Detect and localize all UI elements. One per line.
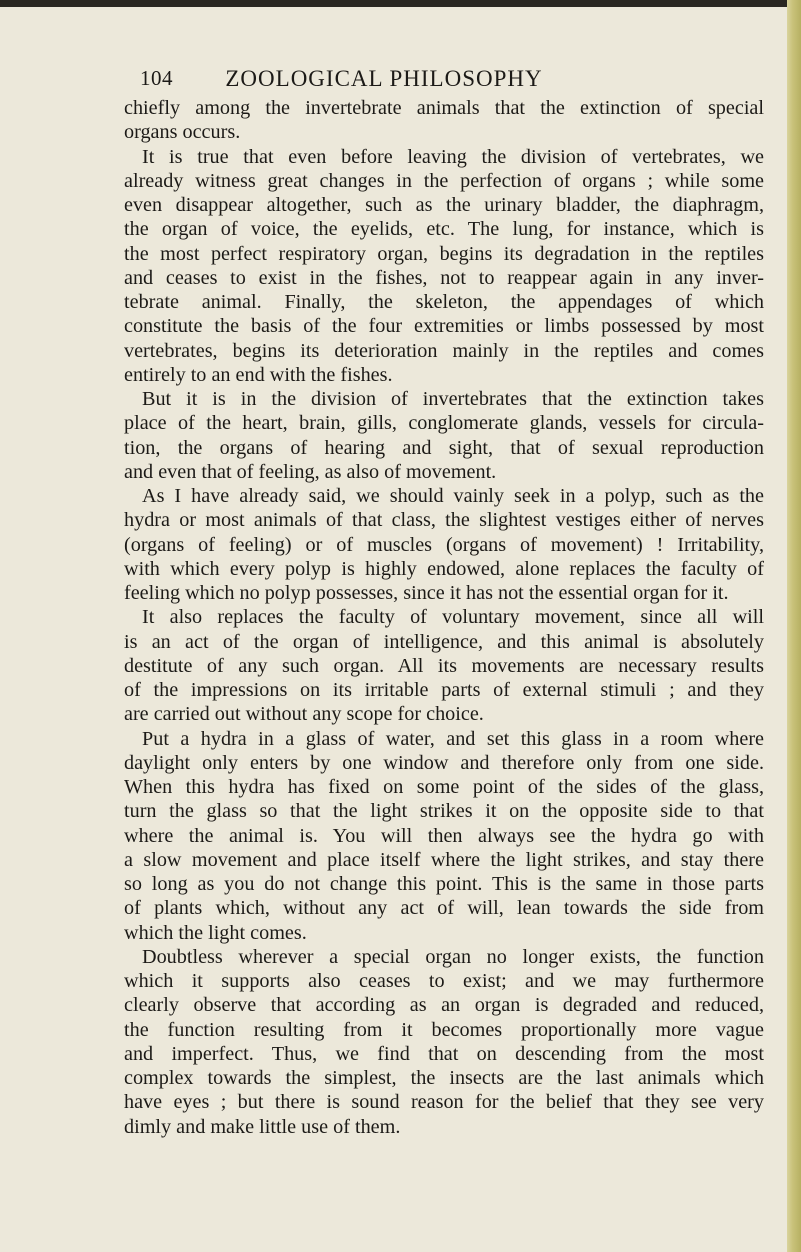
text-line: are carried out without any scope for choice. — [124, 703, 484, 726]
text-line: constitute the basis of the four extremities or limbs possessed by most — [124, 315, 764, 338]
text-line: of plants which, without any act of will, lean towards the side from — [124, 897, 764, 920]
text-line: where the animal is. You will then always see the hydra go with — [124, 824, 764, 847]
text-line: clearly observe that according as an organ is degraded and reduced, — [124, 994, 764, 1017]
text-line: (organs of feeling) or of muscles (organs of movement) ! Irritability, — [124, 533, 764, 556]
text-line: a slow movement and place itself where the light strikes, and stay there — [124, 848, 764, 871]
text-line: organs occurs. — [124, 121, 241, 144]
page-header — [124, 66, 644, 96]
text-line: with which every polyp is highly endowed, alone replaces the faculty of — [124, 557, 764, 580]
text-line: which the light comes. — [124, 921, 307, 944]
body-text — [124, 96, 764, 1139]
text-line: and ceases to exist in the fishes, not to reappear again in any inver- — [124, 266, 764, 289]
text-line: place of the heart, brain, gills, conglomerate glands, vessels for circula- — [124, 412, 764, 435]
text-line: already witness great changes in the perfection of organs ; while some — [124, 169, 764, 192]
text-line: entirely to an end with the fishes. — [124, 363, 393, 386]
page-number: 104 — [140, 66, 173, 90]
text-line: Put a hydra in a glass of water, and set this glass in a room where — [142, 727, 764, 750]
text-line: tebrate animal. Finally, the skeleton, the appendages of which — [124, 291, 764, 313]
text-line: It also replaces the faculty of voluntary movement, since all will — [142, 606, 764, 629]
text-line: and even that of feeling, as also of movement. — [124, 460, 497, 483]
text-line: When this hydra has fixed on some point of the sides of the glass, — [124, 776, 764, 798]
text-line: turn the glass so that the light strikes it on the opposite side to that — [124, 800, 764, 823]
text-line: complex towards the simplest, the insects are the last animals which — [124, 1067, 764, 1089]
text-line: is an act of the organ of intelligence, and this animal is absolutely — [124, 630, 764, 653]
text-line: It is true that even before leaving the division of vertebrates, we — [142, 145, 764, 168]
text-line: the most perfect respiratory organ, begins its degradation in the reptiles — [124, 242, 764, 265]
text-line: feeling which no polyp possesses, since it has not the essential organ for it. — [124, 582, 729, 604]
text-line: Doubtless wherever a special organ no longer exists, the function — [142, 945, 764, 968]
text-line: chiefly among the invertebrate animals that the extinction of special — [124, 97, 764, 119]
running-title: ZOOLOGICAL PHILOSOPHY — [225, 66, 543, 91]
text-line: have eyes ; but there is sound reason for the belief that they see very — [124, 1091, 764, 1114]
text-line: tion, the organs of hearing and sight, that of sexual reproduction — [124, 436, 764, 459]
text-line: which it supports also ceases to exist; and we may furthermore — [124, 970, 764, 992]
text-line: But it is in the division of invertebrates that the extinction takes — [142, 388, 764, 410]
text-line: destitute of any such organ. All its movements are necessary results — [124, 654, 764, 677]
text-line: the function resulting from it becomes proportionally more vague — [124, 1018, 764, 1041]
text-line: dimly and make little use of them. — [124, 1115, 401, 1138]
text-line: vertebrates, begins its deterioration mainly in the reptiles and comes — [124, 339, 764, 362]
text-line: hydra or most animals of that class, the slightest vestiges either of nerves — [124, 509, 764, 532]
page-edge — [787, 0, 801, 1252]
text-line: of the impressions on its irritable parts of external stimuli ; and they — [124, 679, 764, 701]
text-line: the organ of voice, the eyelids, etc. The lung, for instance, which is — [124, 218, 764, 241]
text-line: daylight only enters by one window and therefore only from one side. — [124, 751, 764, 774]
text-line: and imperfect. Thus, we find that on descending from the most — [124, 1042, 764, 1065]
text-line: As I have already said, we should vainly seek in a polyp, such as the — [142, 485, 764, 507]
text-line: even disappear altogether, such as the urinary bladder, the diaphragm, — [124, 194, 764, 216]
top-border — [0, 0, 801, 7]
text-line: so long as you do not change this point. This is the same in those parts — [124, 873, 764, 895]
